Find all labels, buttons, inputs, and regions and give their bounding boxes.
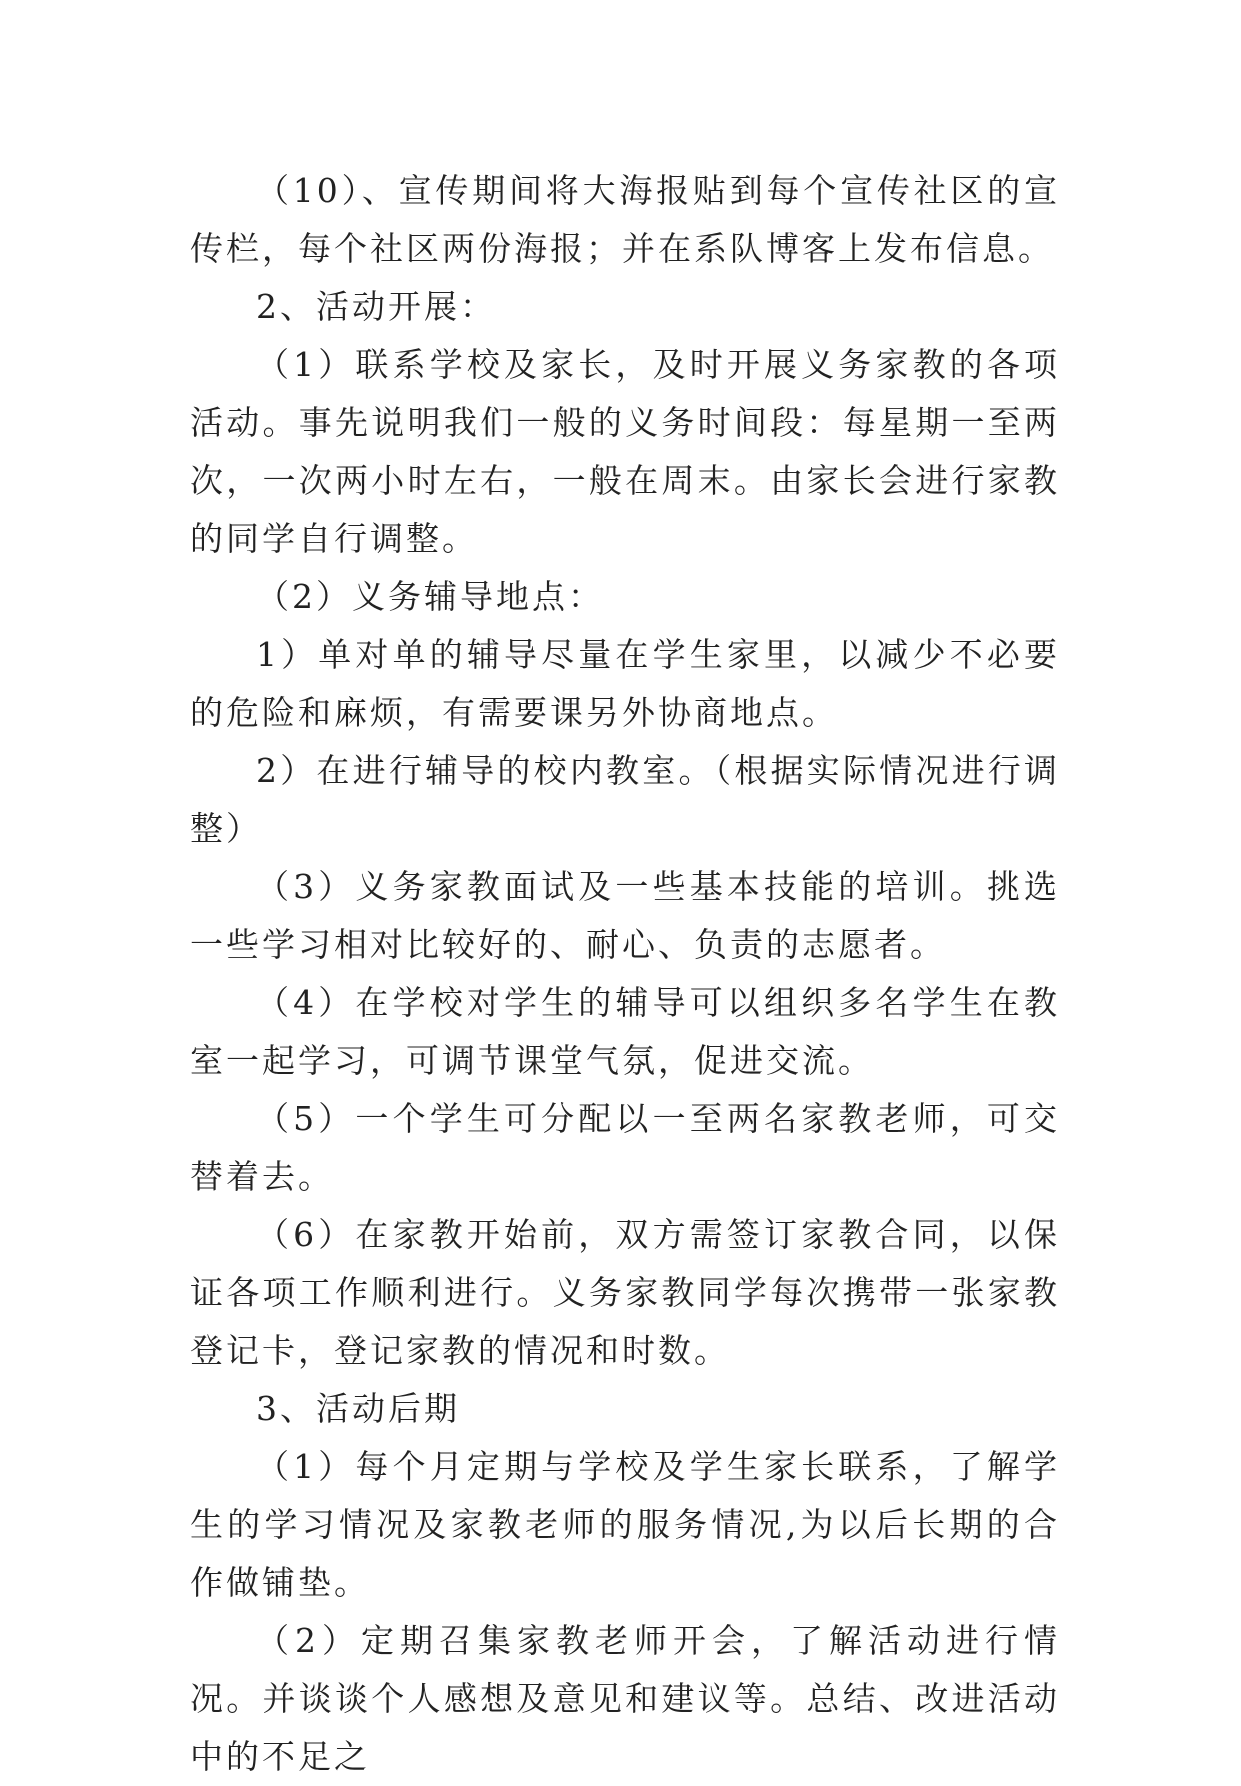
paragraph-location-home: 1）单对单的辅导尽量在学生家里，以减少不必要的危险和麻烦，有需要课另外协商地点。 — [190, 635, 1060, 732]
paragraph-volunteer-training: （3）义务家教面试及一些基本技能的培训。挑选一些学习相对比较好的、耐心、负责的志愿者。 — [190, 867, 1060, 964]
subheading-tutoring-locations: （2）义务辅导地点： — [256, 577, 604, 616]
paragraph-tutor-assignment: （5）一个学生可分配以一至两名家教老师，可交替着去。 — [190, 1099, 1060, 1196]
paragraph-publicity-posters: （10）、宣传期间将大海报贴到每个宣传社区的宣传栏，每个社区两份海报；并在系队博客上发布信息。 — [190, 171, 1060, 268]
document-body — [190, 162, 1060, 1786]
paragraph-contact-schools: （1）联系学校及家长，及时开展义务家教的各项活动。事先说明我们一般的义务时间段：每星期一至两次，一次两小时左右，一般在周末。由家长会进行家教的同学自行调整。 — [190, 345, 1060, 558]
section-heading-activity-later-stage: 3、活动后期 — [256, 1389, 460, 1428]
paragraph-tutor-meetings: （2）定期召集家教老师开会，了解活动进行情况。并谈谈个人感想及意见和建议等。总结、改进活动中的不足之 — [190, 1621, 1060, 1776]
section-heading-activity-launch: 2、活动开展： — [256, 287, 496, 326]
paragraph-monthly-contact: （1）每个月定期与学校及学生家长联系，了解学生的学习情况及家教老师的服务情况,为以后长期的合作做铺垫。 — [190, 1447, 1060, 1602]
paragraph-tutoring-contract: （6）在家教开始前，双方需签订家教合同，以保证各项工作顺利进行。义务家教同学每次携带一张家教登记卡，登记家教的情况和时数。 — [190, 1215, 1060, 1370]
paragraph-location-classroom: 2）在进行辅导的校内教室。（根据实际情况进行调整） — [190, 751, 1060, 848]
paragraph-group-tutoring: （4）在学校对学生的辅导可以组织多名学生在教室一起学习，可调节课堂气氛，促进交流。 — [190, 983, 1060, 1080]
